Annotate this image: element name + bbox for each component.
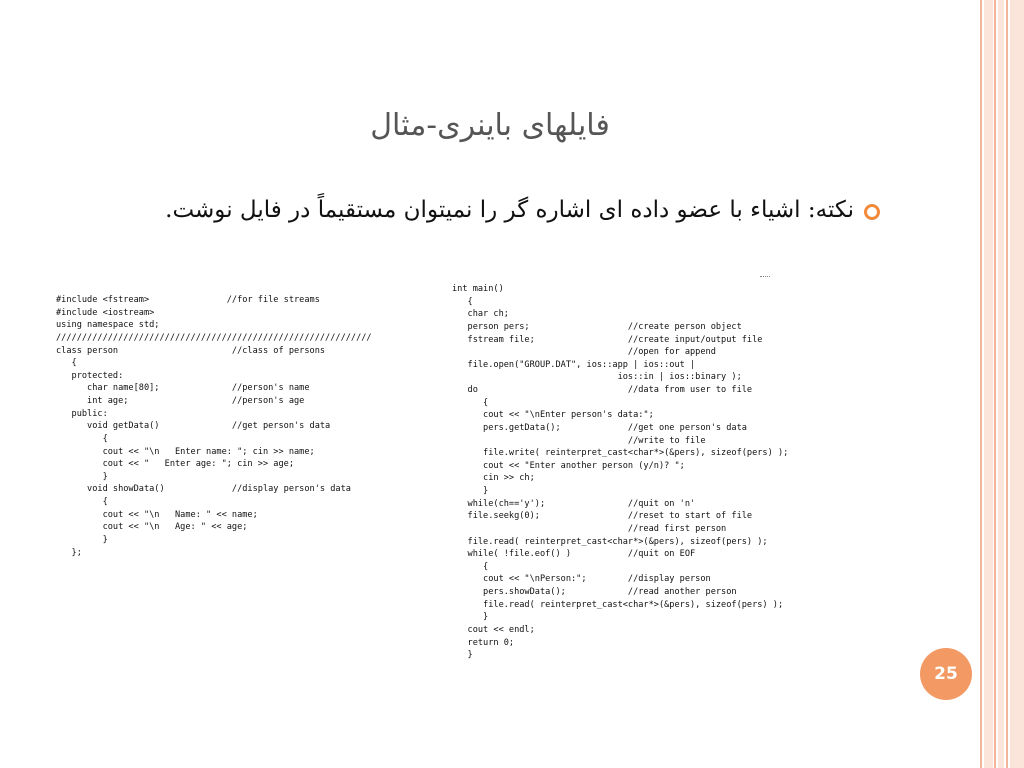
code-listing-person-class: #include <fstream> //for file streams #include <iostream> using namespace std; ///////////////////////////////////////////////////////////// class person //class of persons { protected: char name[80]; //person's name int age; //person's age public: void getData() //get person's data { cout << "\n Enter name: "; cin >> name; cout << " Enter age: "; cin >> age; } void showData() //display person's data { cout << "\n Name: " << name; cout << "\n Age: " << age; } }; (56, 295, 372, 558)
bullet-item (120, 188, 880, 232)
decor-stripe (994, 0, 996, 768)
decor-stripe (1010, 0, 1024, 768)
bullet-circle-icon (864, 204, 880, 220)
decor-stripe (984, 0, 993, 768)
decor-stripe (980, 0, 982, 768)
decor-stripe (998, 0, 1004, 768)
code-listing-main: int main() { char ch; person pers; //create person object fstream file; //create input/output file //open for append file.open("GROUP.DAT", ios::app | ios::out | ios::in | ios::binary ); do //data from user to file { cout << "\nEnter person's data:"; pers.getData(); //get one person's data //write to file file.write( reinterpret_cast<char*>(&pers), sizeof(pers) ); cout << "Enter another person (y/n)? "; cin >> ch; } while(ch=='y'); //quit on 'n' file.seekg(0); //reset to start of file //read first person file.read( reinterpret_cast<char*>(&pers), sizeof(pers) ); while( !file.eof() ) //quit on EOF { cout << "\nPerson:"; //display person pers.showData(); //read another person file.read( reinterpret_cast<char*>(&pers), sizeof(pers) ); } cout << endl; return 0; } (452, 284, 789, 661)
page-number-badge: 25 (920, 648, 972, 700)
bullet-text: نکته: اشیاء با عضو داده ای اشاره گر را نمیتوان مستقیماً در فایل نوشت. (165, 197, 854, 223)
decor-mark (760, 276, 770, 281)
decor-stripe (1006, 0, 1008, 768)
slide-title: فایلهای باینری-مثال (370, 108, 610, 143)
